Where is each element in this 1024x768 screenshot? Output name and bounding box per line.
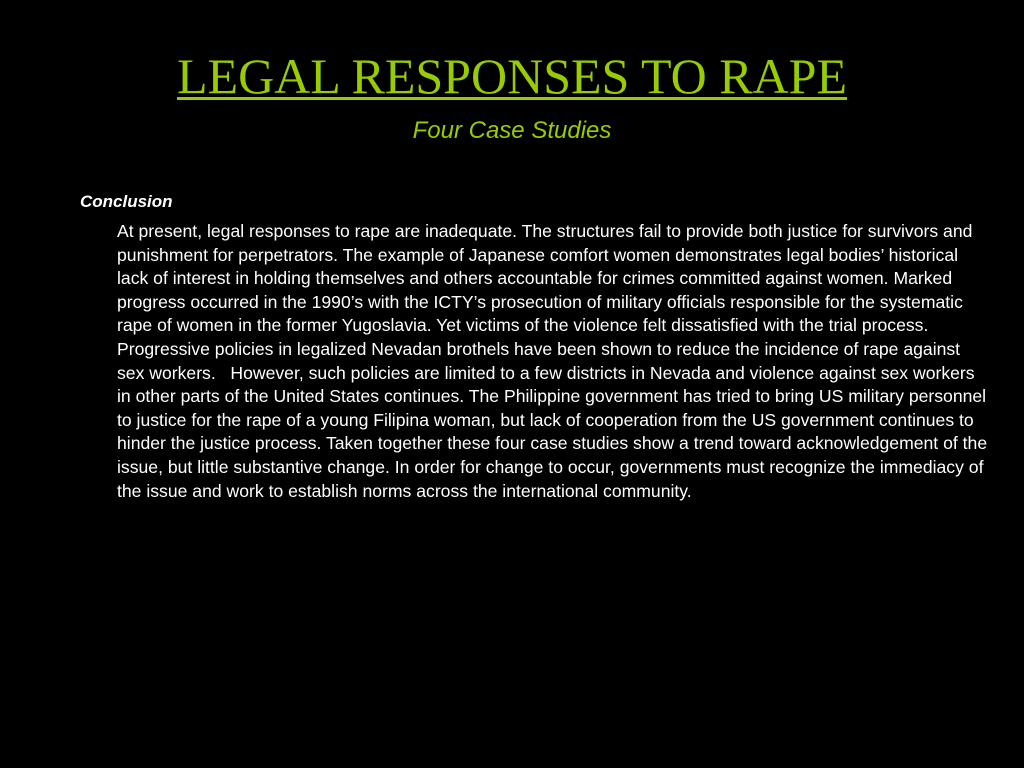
conclusion-paragraph: At present, legal responses to rape are inadequate. The structures fail to provide both justice for survivors and punishment for perpetrators. The example of Japanese comfort women demonstrates legal bodies’ historical lack of interest in holding themselves and others accountable for crimes committed against women. Marked progress occurred in the 1990’s with the ICTY’s prosecution of military officials responsible for the systematic rape of women in the former Yugoslavia. Yet victims of the violence felt dissatisfied with the trial process. Progressive policies in legalized Nevadan brothels have been shown to reduce the incidence of rape against sex workers. However, such policies are limited to a few districts in Nevada and violence against sex workers in other parts of the United States continues. The Philippine government has tried to bring US military personnel to justice for the rape of a young Filipina woman, but lack of cooperation from the US government continues to hinder the justice process. Taken together these four case studies show a trend toward acknowledgement of the issue, but little substantive change. In order for change to occur, governments must recognize the immediacy of the issue and work to establish norms across the international community. [117,221,992,501]
section-heading-conclusion: Conclusion [80,192,173,211]
slide-subtitle: Four Case Studies [412,117,612,144]
slide-title: LEGAL RESPONSES TO RAPE [176,48,848,104]
